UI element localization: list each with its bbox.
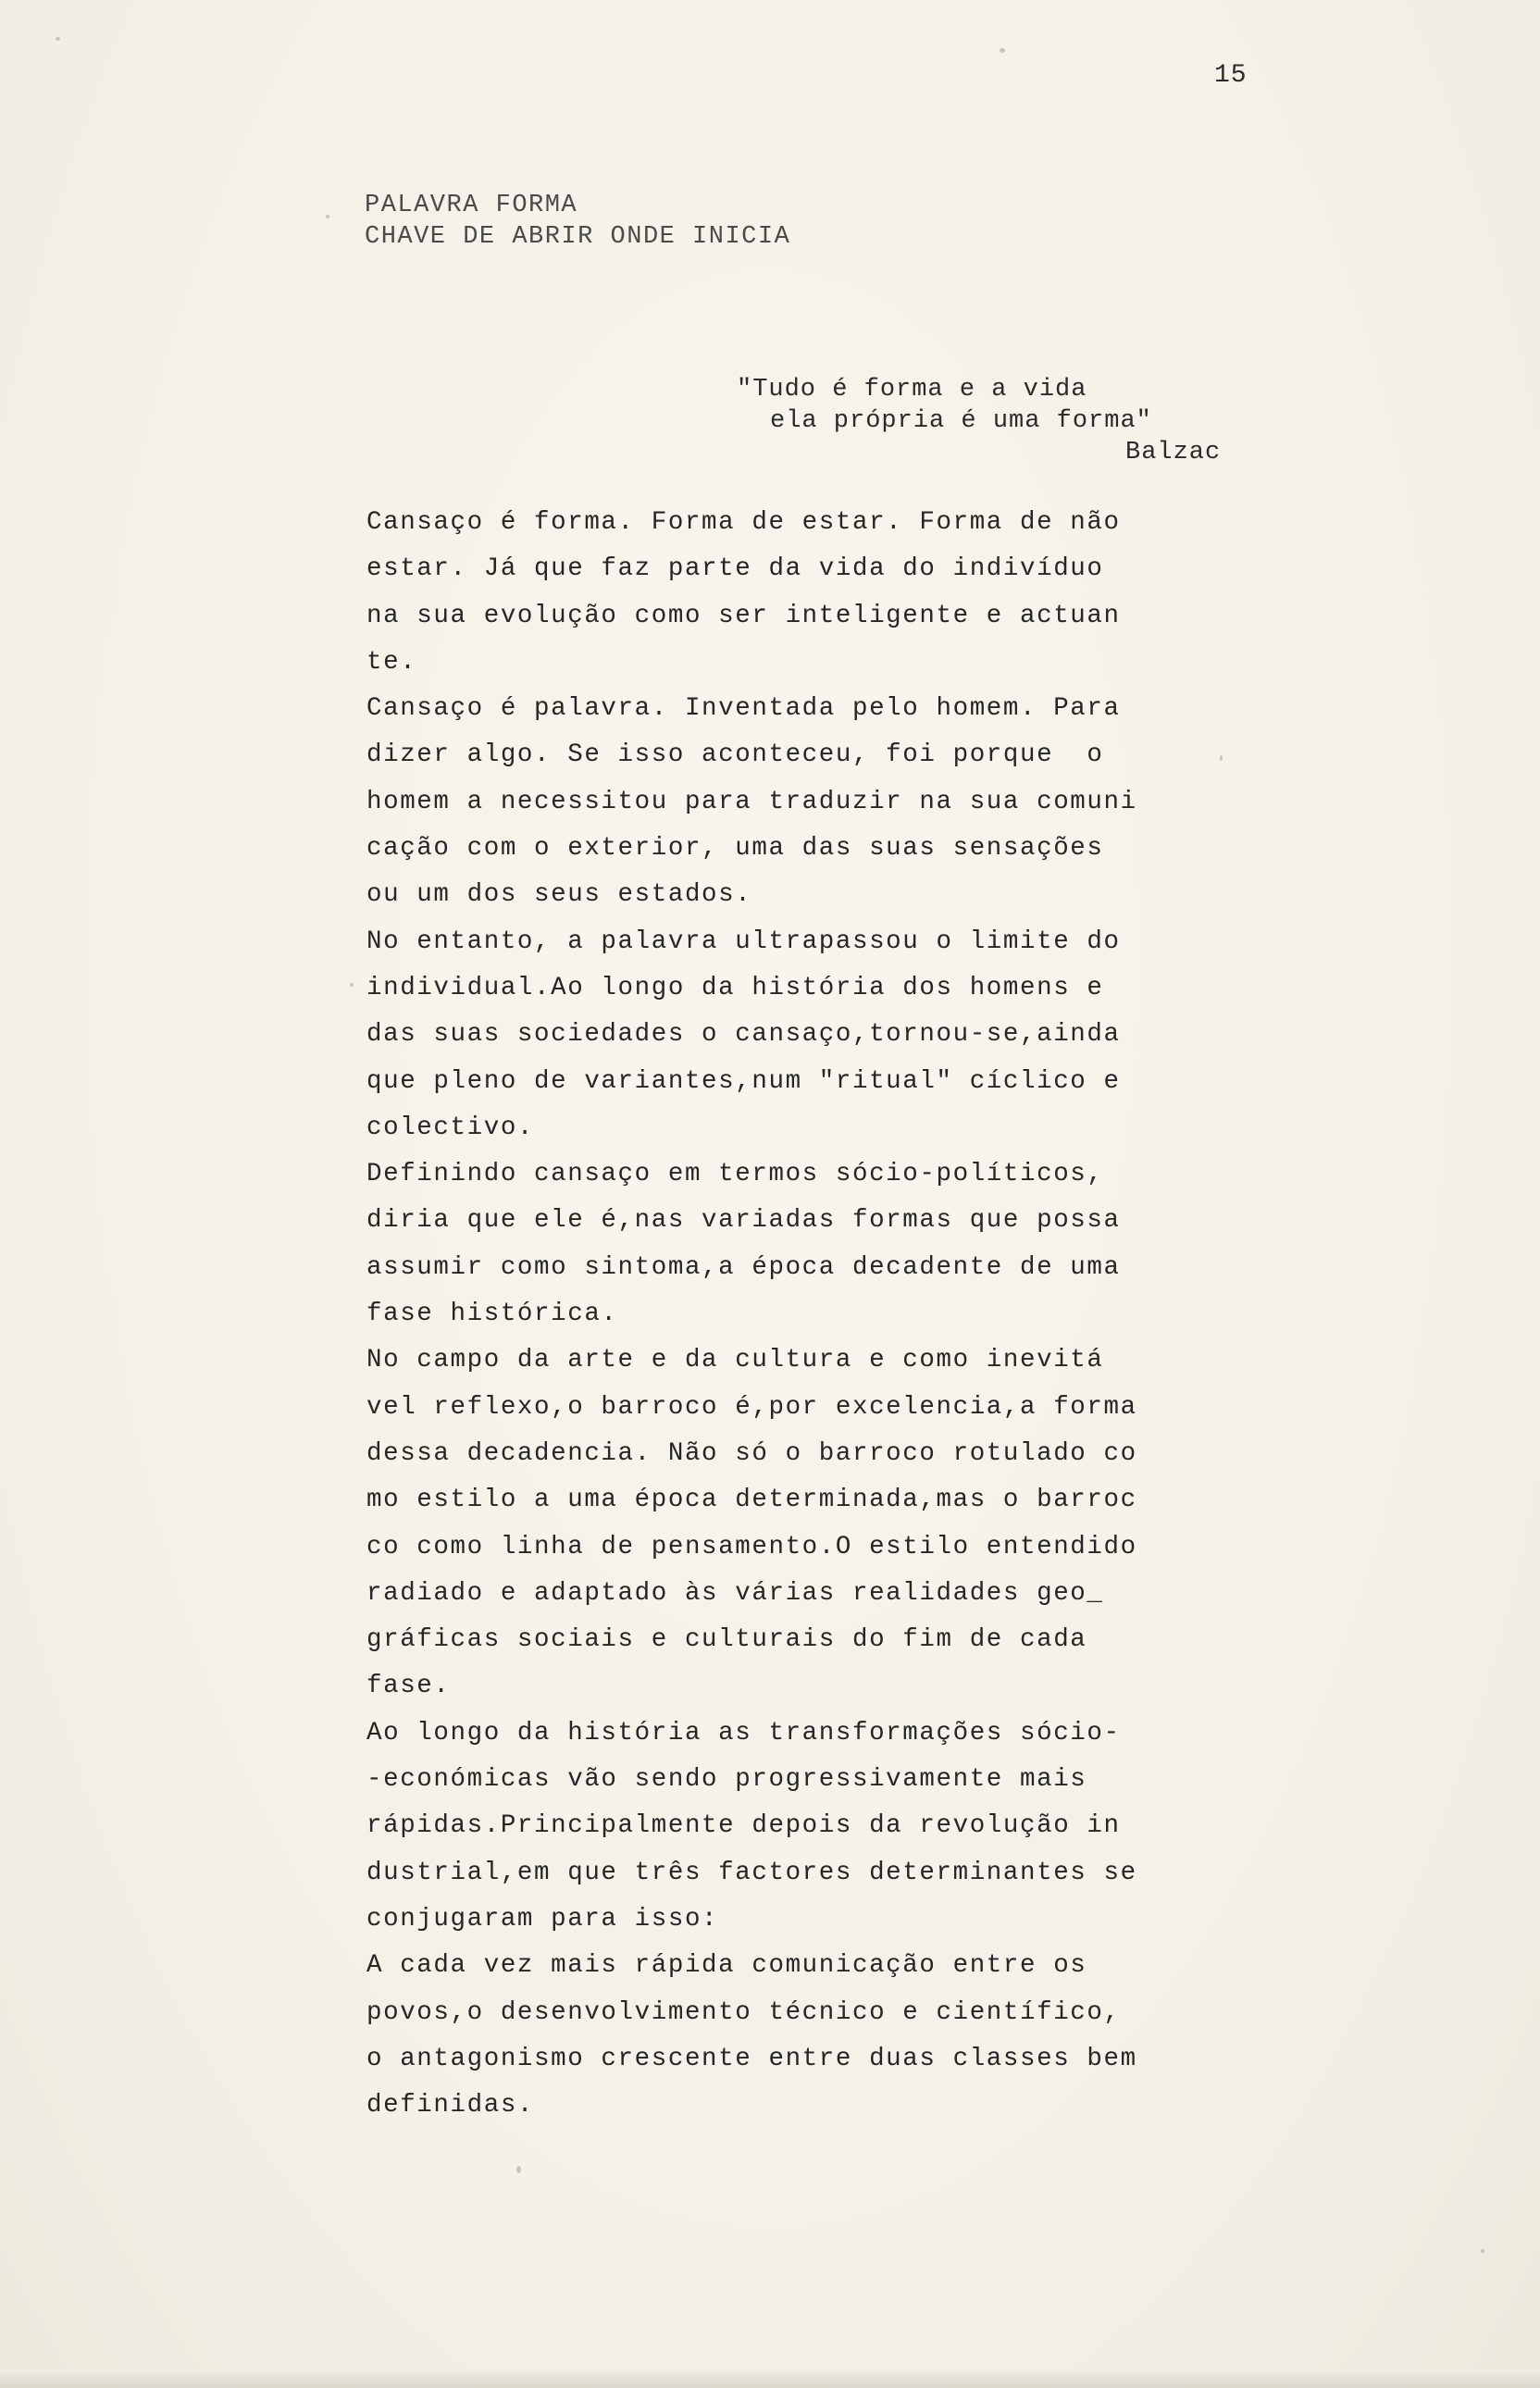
text-line: diria que ele é,nas variadas formas que possa bbox=[366, 1206, 1121, 1236]
text-line: povos,o desenvolvimento técnico e científico, bbox=[366, 1997, 1121, 2027]
epigraph-line-2: ela própria é uma forma" bbox=[770, 407, 1152, 435]
paper-speck bbox=[56, 37, 60, 41]
text-line: mo estilo a uma época determinada,mas o barroc bbox=[366, 1486, 1137, 1515]
text-line: rápidas.Principalmente depois da revolução in bbox=[366, 1811, 1121, 1841]
text-line: Ao longo da história as transformações sócio- bbox=[366, 1718, 1121, 1747]
text-line: definidas. bbox=[366, 2091, 535, 2121]
text-line: assumir como sintoma,a época decadente de uma bbox=[366, 1252, 1121, 1282]
text-line: radiado e adaptado às várias realidades geo_ bbox=[366, 1578, 1104, 1608]
epigraph-quote bbox=[731, 374, 1249, 468]
paper-speck bbox=[516, 2166, 521, 2173]
text-line: Cansaço é palavra. Inventada pelo homem. Para bbox=[366, 694, 1121, 724]
page-bottom-edge bbox=[0, 2369, 1540, 2388]
text-line: fase histórica. bbox=[366, 1300, 618, 1329]
text-line: estar. Já que faz parte da vida do indivíduo bbox=[366, 554, 1104, 584]
text-line: o antagonismo crescente entre duas classes bem bbox=[366, 2044, 1137, 2073]
paper-speck bbox=[1481, 2249, 1484, 2253]
text-line: na sua evolução como ser inteligente e actuan bbox=[366, 601, 1121, 630]
text-line: fase. bbox=[366, 1672, 451, 1701]
text-line: dizer algo. Se isso aconteceu, foi porque o bbox=[366, 740, 1104, 770]
text-line: te. bbox=[366, 647, 417, 677]
epigraph-line-1: "Tudo é forma e a vida bbox=[737, 376, 1087, 404]
text-line: Cansaço é forma. Forma de estar. Forma de não bbox=[366, 508, 1121, 537]
text-line: A cada vez mais rápida comunicação entre os bbox=[366, 1951, 1087, 1981]
text-line: vel reflexo,o barroco é,por excelencia,a forma bbox=[366, 1392, 1137, 1422]
text-line: individual.Ao longo da história dos homens e bbox=[366, 973, 1104, 1002]
page-number: 15 bbox=[1214, 61, 1248, 90]
text-line: No campo da arte e da cultura e como inevitá bbox=[366, 1346, 1104, 1375]
text-line: gráficas sociais e culturais do fim de cada bbox=[366, 1625, 1087, 1655]
text-line: ou um dos seus estados. bbox=[366, 880, 752, 910]
epigraph-author: Balzac bbox=[1125, 439, 1222, 466]
paper-speck bbox=[326, 215, 329, 218]
body-text bbox=[366, 500, 1137, 2129]
text-line: colectivo. bbox=[366, 1113, 535, 1142]
text-line: No entanto, a palavra ultrapassou o limite do bbox=[366, 927, 1121, 956]
heading-line-2: CHAVE DE ABRIR ONDE INICIA bbox=[365, 223, 791, 251]
paper-speck bbox=[1220, 755, 1223, 761]
text-line: dustrial,em que três factores determinantes se bbox=[366, 1858, 1137, 1887]
text-line: conjugaram para isso: bbox=[366, 1904, 719, 1934]
paper-speck bbox=[350, 983, 354, 987]
text-line: -económicas vão sendo progressivamente mais bbox=[366, 1765, 1087, 1795]
text-line: das suas sociedades o cansaço,tornou-se,ainda bbox=[366, 1020, 1121, 1050]
text-line: cação com o exterior, uma das suas sensações bbox=[366, 834, 1104, 864]
heading-line-1: PALAVRA FORMA bbox=[365, 192, 578, 219]
text-line: que pleno de variantes,num "ritual" cíclico e bbox=[366, 1066, 1121, 1096]
section-heading bbox=[365, 190, 790, 253]
text-line: homem a necessitou para traduzir na sua comuni bbox=[366, 787, 1137, 816]
paper-speck bbox=[1000, 48, 1005, 53]
text-line: Definindo cansaço em termos sócio-políticos, bbox=[366, 1160, 1104, 1189]
text-line: co como linha de pensamento.O estilo entendido bbox=[366, 1532, 1137, 1561]
text-line: dessa decadencia. Não só o barroco rotulado co bbox=[366, 1438, 1137, 1468]
